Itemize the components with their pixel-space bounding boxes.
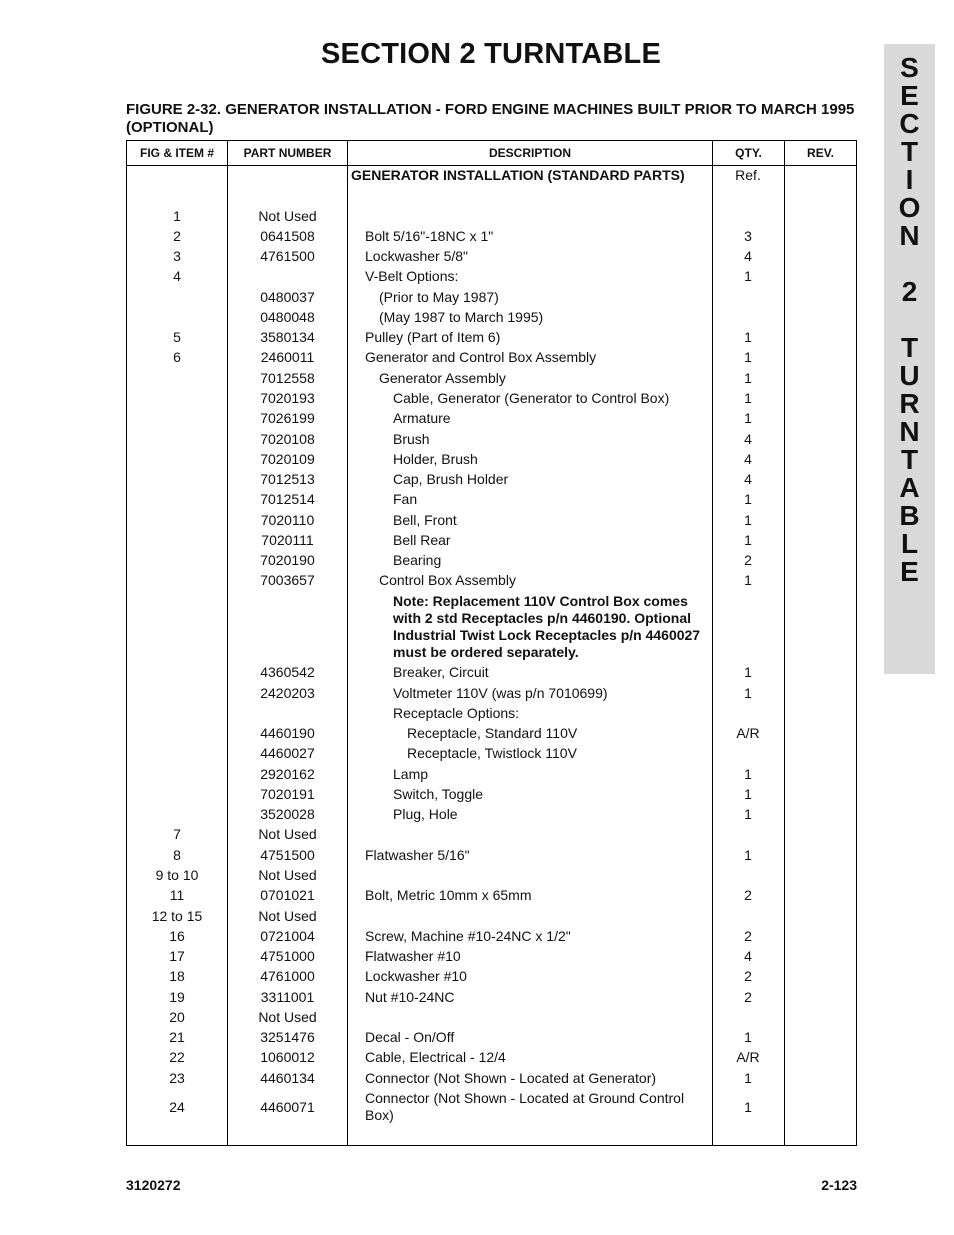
- description-cell: Control Box Assembly: [379, 572, 516, 588]
- table-row: [127, 572, 856, 589]
- part-number-cell: 7020193: [260, 390, 315, 406]
- table-row: [127, 725, 856, 742]
- quantity-cell: 1: [744, 532, 752, 548]
- parts-table: [126, 140, 857, 1146]
- item-number-cell: [127, 390, 227, 407]
- header-description: DESCRIPTION: [488, 146, 571, 160]
- item-number-cell: 8: [173, 847, 181, 863]
- table-row: [127, 289, 856, 306]
- part-number-cell: 7012513: [260, 471, 315, 487]
- quantity-cell: 1: [744, 349, 752, 365]
- quantity-cell: [713, 309, 783, 326]
- description-cell: Receptacle, Standard 110V: [407, 725, 578, 741]
- quantity-cell: 4: [744, 948, 752, 964]
- description-cell: V-Belt Options:: [365, 268, 459, 284]
- description-cell: Bell, Front: [393, 512, 457, 528]
- item-number-cell: [127, 471, 227, 488]
- part-number-cell: [228, 268, 347, 285]
- table-row: [127, 532, 856, 549]
- part-number-cell: Not Used: [258, 867, 317, 883]
- table-row: [127, 664, 856, 681]
- description-cell: Cable, Generator (Generator to Control Box): [393, 390, 670, 406]
- quantity-cell: 4: [744, 471, 752, 487]
- item-number-cell: [127, 309, 227, 326]
- quantity-cell: Ref.: [735, 167, 761, 183]
- part-number-cell: 2920162: [260, 766, 315, 782]
- item-number-cell: [127, 451, 227, 468]
- description-cell: Breaker, Circuit: [393, 664, 489, 680]
- part-number-cell: 4751000: [260, 948, 315, 964]
- header-part-number: PART NUMBER: [243, 146, 332, 160]
- part-number-cell: 0480048: [260, 309, 315, 325]
- quantity-cell: 4: [744, 248, 752, 264]
- quantity-cell: 4: [744, 451, 752, 467]
- header-rev: REV.: [807, 146, 834, 160]
- table-row: [127, 685, 856, 702]
- part-number-cell: 0480037: [260, 289, 315, 305]
- part-number-cell: 0721004: [260, 928, 315, 944]
- table-row: [127, 410, 856, 427]
- table-row: [127, 491, 856, 508]
- quantity-cell: 1: [744, 1098, 752, 1115]
- item-number-cell: 1: [173, 208, 181, 224]
- table-row: [127, 948, 856, 965]
- item-number-cell: [127, 370, 227, 387]
- side-tab-letter: O: [898, 192, 921, 223]
- quantity-cell: 1: [744, 512, 752, 528]
- description-cell: Receptacle, Twistlock 110V: [407, 745, 577, 761]
- item-number-cell: [127, 491, 227, 508]
- item-number-cell: 18: [169, 968, 185, 984]
- description-cell: Bolt 5/16"-18NC x 1": [365, 228, 494, 244]
- table-row: [127, 887, 856, 904]
- part-number-cell: 3580134: [260, 329, 315, 345]
- description-cell: Note: Replacement 110V Control Box comes with 2 std Receptacles p/n 4460190. Optional Industrial Twist Lock Receptacles p/n 4460027 must be ordered separately.: [393, 593, 701, 660]
- section-side-tab: [884, 44, 935, 674]
- part-number-cell: 7020110: [260, 512, 315, 528]
- part-number-cell: 4761000: [260, 968, 315, 984]
- part-number-cell: [228, 593, 347, 661]
- side-tab-letter: T: [900, 136, 919, 167]
- quantity-cell: 1: [744, 410, 752, 426]
- item-number-cell: [127, 512, 227, 529]
- table-row: [127, 928, 856, 945]
- quantity-cell: [713, 593, 783, 661]
- part-number-cell: 7020191: [260, 786, 315, 802]
- description-cell: Bearing: [393, 552, 442, 568]
- quantity-cell: 1: [744, 329, 752, 345]
- description-cell: Plug, Hole: [393, 806, 458, 822]
- page-number: 2-123: [821, 1177, 857, 1193]
- table-row: [127, 1049, 856, 1066]
- quantity-cell: 3: [744, 228, 752, 244]
- item-number-cell: 23: [169, 1070, 185, 1086]
- table-row: [127, 268, 856, 285]
- quantity-cell: [713, 289, 783, 306]
- part-number-cell: 4360542: [260, 664, 315, 680]
- side-tab-letter: A: [899, 472, 920, 503]
- table-row: [127, 390, 856, 407]
- side-tab-letter: T: [900, 444, 919, 475]
- quantity-cell: 2: [744, 989, 752, 1005]
- table-row: [127, 451, 856, 468]
- item-number-cell: 16: [169, 928, 185, 944]
- table-row: [127, 309, 856, 326]
- table-row: [127, 248, 856, 265]
- part-number-cell: 4460071: [260, 1098, 315, 1115]
- quantity-cell: 1: [744, 390, 752, 406]
- part-number-cell: 7020108: [260, 431, 315, 447]
- table-row: [127, 349, 856, 366]
- table-row: [127, 370, 856, 387]
- part-number-cell: 4460134: [260, 1070, 315, 1086]
- description-cell: Bell Rear: [393, 532, 451, 548]
- description-cell: Armature: [393, 410, 451, 426]
- item-number-cell: [127, 552, 227, 569]
- part-number-cell: Not Used: [258, 208, 317, 224]
- table-row: [127, 329, 856, 346]
- description-cell: Flatwasher 5/16": [365, 847, 470, 863]
- table-row: [127, 208, 856, 225]
- description-cell: GENERATOR INSTALLATION (STANDARD PARTS): [351, 167, 685, 183]
- item-number-cell: [127, 593, 227, 661]
- description-cell: Nut #10-24NC: [365, 989, 455, 1005]
- quantity-cell: A/R: [736, 1049, 760, 1065]
- item-number-cell: 17: [169, 948, 185, 964]
- part-number-cell: 7012514: [260, 491, 315, 507]
- quantity-cell: [713, 208, 783, 225]
- item-number-cell: [127, 410, 227, 427]
- table-row: [127, 1009, 856, 1026]
- item-number-cell: [127, 664, 227, 681]
- quantity-cell: 2: [744, 552, 752, 568]
- table-row: [127, 552, 856, 569]
- part-number-cell: 3520028: [260, 806, 315, 822]
- quantity-cell: [713, 745, 783, 762]
- side-tab-letter: C: [899, 108, 920, 139]
- table-row: [127, 471, 856, 488]
- part-number-cell: 7003657: [260, 572, 315, 588]
- quantity-cell: 1: [744, 786, 752, 802]
- item-number-cell: 22: [169, 1049, 185, 1065]
- item-number-cell: [127, 167, 227, 184]
- table-row: [127, 826, 856, 843]
- part-number-cell: 1060012: [260, 1049, 315, 1065]
- table-row: [127, 431, 856, 448]
- item-number-cell: 11: [169, 887, 185, 903]
- part-number-cell: 7020111: [261, 532, 314, 548]
- quantity-cell: [713, 1009, 783, 1026]
- description-cell: Connector (Not Shown - Located at Generator): [365, 1070, 657, 1086]
- item-number-cell: [127, 289, 227, 306]
- quantity-cell: 1: [744, 1029, 752, 1045]
- description-cell: Receptacle Options:: [393, 705, 520, 721]
- table-row: [127, 228, 856, 245]
- side-tab-letter: L: [900, 528, 919, 559]
- quantity-cell: 1: [744, 572, 752, 588]
- part-number-cell: Not Used: [258, 1009, 317, 1025]
- item-number-cell: 5: [173, 329, 181, 345]
- side-tab-letter: T: [900, 332, 919, 363]
- table-row: [127, 745, 856, 762]
- description-cell: Lockwasher #10: [365, 968, 467, 984]
- part-number-cell: 4460027: [260, 745, 315, 761]
- item-number-cell: 4: [173, 268, 181, 284]
- table-row: [127, 705, 856, 722]
- part-number-cell: 2460011: [260, 349, 315, 365]
- description-cell: Decal - On/Off: [365, 1029, 455, 1045]
- description-cell: Flatwasher #10: [365, 948, 461, 964]
- quantity-cell: 1: [744, 664, 752, 680]
- description-cell: Screw, Machine #10-24NC x 1/2": [365, 928, 571, 944]
- quantity-cell: 1: [744, 685, 752, 701]
- table-row: [127, 593, 856, 661]
- part-number-cell: 3311001: [260, 989, 315, 1005]
- item-number-cell: [127, 786, 227, 803]
- item-number-cell: [127, 806, 227, 823]
- part-number-cell: Not Used: [258, 826, 317, 842]
- quantity-cell: 1: [744, 491, 752, 507]
- description-cell: Lamp: [393, 766, 429, 782]
- part-number-cell: 7020190: [260, 552, 315, 568]
- table-row: [127, 867, 856, 884]
- description-cell: Holder, Brush: [393, 451, 478, 467]
- table-row: [127, 1029, 856, 1046]
- item-number-cell: [127, 572, 227, 589]
- part-number-cell: 3251476: [260, 1029, 315, 1045]
- quantity-cell: 2: [744, 968, 752, 984]
- part-number-cell: 0641508: [260, 228, 315, 244]
- side-tab-letter: U: [899, 360, 920, 391]
- item-number-cell: [127, 431, 227, 448]
- table-row: [127, 167, 856, 184]
- item-number-cell: 3: [173, 248, 181, 264]
- quantity-cell: 1: [744, 268, 752, 284]
- table-row: [127, 989, 856, 1006]
- item-number-cell: 6: [173, 349, 181, 365]
- item-number-cell: 19: [169, 989, 185, 1005]
- document-number: 3120272: [126, 1177, 181, 1193]
- table-row: [127, 968, 856, 985]
- item-number-cell: [127, 745, 227, 762]
- quantity-cell: 2: [744, 887, 752, 903]
- quantity-cell: [713, 908, 783, 925]
- side-tab-letter: E: [900, 80, 919, 111]
- table-row: [127, 1090, 856, 1124]
- item-number-cell: 21: [169, 1029, 185, 1045]
- quantity-cell: 2: [744, 928, 752, 944]
- quantity-cell: [713, 705, 783, 722]
- description-cell: Bolt, Metric 10mm x 65mm: [365, 887, 532, 903]
- item-number-cell: 12 to 15: [151, 908, 203, 924]
- item-number-cell: [127, 705, 227, 722]
- item-number-cell: [127, 725, 227, 742]
- item-number-cell: 7: [173, 826, 181, 842]
- quantity-cell: 1: [744, 806, 752, 822]
- part-number-cell: 0701021: [260, 887, 315, 903]
- item-number-cell: [127, 685, 227, 702]
- part-number-cell: 4460190: [260, 725, 315, 741]
- quantity-cell: [713, 867, 783, 884]
- side-tab-letter: N: [899, 416, 920, 447]
- part-number-cell: 4751500: [260, 847, 315, 863]
- figure-title: FIGURE 2-32. GENERATOR INSTALLATION - FORD ENGINE MACHINES BUILT PRIOR TO MARCH 1995 (OPTIONAL): [126, 101, 855, 136]
- description-cell: Cable, Electrical - 12/4: [365, 1049, 506, 1065]
- item-number-cell: 20: [169, 1009, 185, 1025]
- description-cell: Generator and Control Box Assembly: [365, 349, 597, 365]
- side-tab-letter: B: [899, 500, 920, 531]
- quantity-cell: 1: [744, 766, 752, 782]
- description-cell: Brush: [393, 431, 430, 447]
- side-tab-letter: N: [899, 220, 920, 251]
- description-cell: (May 1987 to March 1995): [379, 309, 544, 325]
- part-number-cell: Not Used: [258, 908, 317, 924]
- part-number-cell: 7012558: [260, 370, 315, 386]
- item-number-cell: 2: [173, 228, 181, 244]
- table-row: [127, 847, 856, 864]
- part-number-cell: [228, 167, 347, 184]
- quantity-cell: A/R: [736, 725, 760, 741]
- description-cell: (Prior to May 1987): [379, 289, 499, 305]
- quantity-cell: 1: [744, 1070, 752, 1086]
- quantity-cell: [713, 826, 783, 843]
- header-qty: QTY.: [735, 146, 762, 160]
- description-cell: Fan: [393, 491, 418, 507]
- description-cell: Pulley (Part of Item 6): [365, 329, 501, 345]
- side-tab-letter: I: [905, 164, 914, 195]
- table-row: [127, 806, 856, 823]
- item-number-cell: [127, 532, 227, 549]
- description-cell: Voltmeter 110V (was p/n 7010699): [393, 685, 608, 701]
- description-cell: Connector (Not Shown - Located at Ground Control Box): [365, 1090, 685, 1123]
- description-cell: Lockwasher 5/8": [365, 248, 469, 264]
- section-title: SECTION 2 TURNTABLE: [321, 38, 661, 70]
- part-number-cell: 4761500: [260, 248, 315, 264]
- header-item: FIG & ITEM #: [139, 146, 214, 160]
- item-number-cell: [127, 766, 227, 783]
- side-tab-letter: S: [900, 52, 919, 83]
- quantity-cell: 1: [744, 847, 752, 863]
- description-cell: Generator Assembly: [379, 370, 506, 386]
- table-row: [127, 908, 856, 925]
- quantity-cell: 4: [744, 431, 752, 447]
- quantity-cell: 1: [744, 370, 752, 386]
- part-number-cell: 7026199: [260, 410, 315, 426]
- table-row: [127, 786, 856, 803]
- part-number-cell: 7020109: [260, 451, 315, 467]
- item-number-cell: 9 to 10: [155, 867, 199, 883]
- side-tab-letter: E: [900, 556, 919, 587]
- description-cell: Cap, Brush Holder: [393, 471, 509, 487]
- table-row: [127, 1070, 856, 1087]
- part-number-cell: 2420203: [260, 685, 315, 701]
- table-row: [127, 766, 856, 783]
- item-number-cell: 24: [169, 1098, 185, 1115]
- part-number-cell: [228, 705, 347, 722]
- table-row: [127, 512, 856, 529]
- side-tab-letter: R: [899, 388, 920, 419]
- side-tab-letter: 2: [901, 276, 918, 307]
- description-cell: Switch, Toggle: [393, 786, 484, 802]
